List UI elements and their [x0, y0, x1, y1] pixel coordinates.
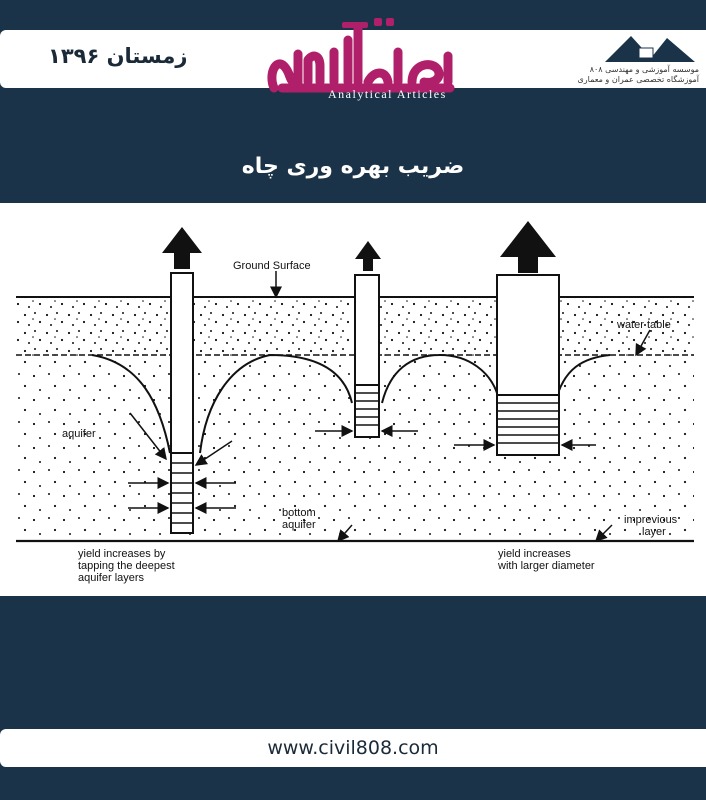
label-aquifer: aquifer [62, 428, 96, 440]
label-impervious-2: layer [642, 526, 666, 538]
website-link[interactable]: www.civil808.com [267, 737, 439, 759]
well-yield-diagram [0, 203, 706, 596]
label-ground-surface: Ground Surface [233, 260, 311, 272]
label-bottom-aquifer-1: bottom [282, 507, 316, 519]
label-impervious-1: imprevious [624, 514, 678, 526]
diagram-graphic [0, 203, 706, 596]
label-yield-deep-1: yield increases by [78, 548, 166, 560]
date-label: زمستان ۱۳۹۶ [48, 44, 188, 68]
label-yield-diameter-2: with larger diameter [498, 560, 595, 572]
institute-subtitle: آموزشگاه تخصصی عمران و معماری [577, 75, 699, 84]
label-yield-deep-2: tapping the deepest [78, 560, 175, 572]
institute-logo [577, 34, 701, 86]
mountains-icon [595, 34, 701, 64]
page-title: ضریب بهره وری چاه [241, 154, 465, 179]
logo-subtitle: Analytical Articles [328, 87, 447, 101]
institute-name: موسسه آموزشی و مهندسی ۸۰۸ [589, 65, 699, 74]
footer-bar [0, 729, 706, 767]
label-water-table: water table [617, 319, 671, 331]
label-bottom-aquifer-2: aquifer [282, 519, 316, 531]
label-yield-diameter-1: yield increases [498, 548, 571, 560]
label-yield-deep-3: aquifer layers [78, 572, 145, 584]
